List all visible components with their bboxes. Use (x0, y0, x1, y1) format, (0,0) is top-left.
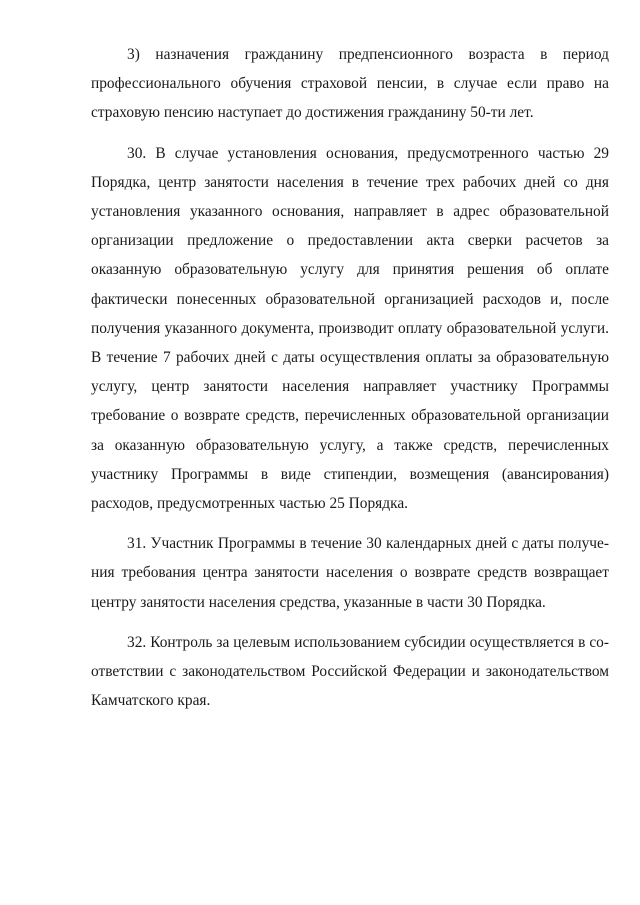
paragraph-31-return-of-funds: 31. Участник Программы в течение 30 календарных дней с даты получения требования центра занятости населения о возврате средств возвращает центру занятости населения средства, указанные в части 30 Порядка. (91, 535, 609, 611)
document-body (91, 40, 609, 726)
paragraph-item-3-pension: 3) назначения гражданину предпенсионного возраста в период профессионального обучения страховой пенсии, в случае если право на страховую пенсию наступает до достижения гражданину 50-ти лет. (91, 46, 609, 122)
paragraph-32-control: 32. Контроль за целевым использованием субсидии осуществляется в соответствии с законодательством Российской Федерации и законодательством Камчатского края. (91, 633, 609, 710)
paragraph-30-refund-requirement: 30. В случае установления основания, предусмотренного частью 29 Порядка, центр занятости населения в течение трех рабочих дней со дня установления указанного основания, направляет в адрес образовательной организации предложение о предоставлении акта сверки расчетов за оказанную образовательную услугу для принятия решения об оплате фактически понесенных образовательной организацией расходов и, после получения указанного документа, производит оплату образовательной услуги. В течение 7 рабочих дней с даты осуществления оплаты за образовательную услугу, центр занятости населения направляет участнику Программы требование о возврате средств, перечисленных образовательной организации за оказанную образовательную услугу, а также средств, перечисленных участнику Программы в виде стипендии, возмещения (авансирования) расходов, предусмотренных частью 25 Порядка. (91, 144, 609, 513)
